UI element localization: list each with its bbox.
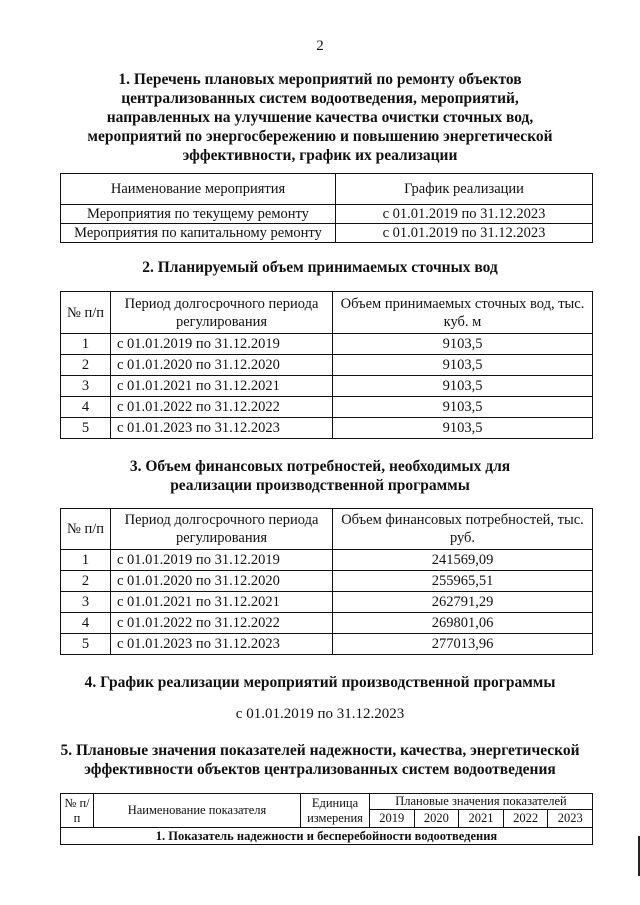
section5-title: [20, 741, 620, 779]
cell-amount: 241569,09: [333, 550, 593, 571]
cell-num: 1: [61, 550, 111, 571]
header-unit: Единица измерения: [301, 794, 370, 828]
cell-num: 2: [61, 355, 111, 376]
cell-schedule: с 01.01.2019 по 31.12.2023: [336, 224, 593, 243]
header-period: Период долгосрочного периода регулирования: [111, 292, 333, 334]
cell-num: 4: [61, 397, 111, 418]
table-header-row: [61, 794, 593, 810]
section1-title-line: эффективности, график их реализации: [182, 147, 458, 164]
section5-title-line: 5. Плановые значения показателей надежности, качества, энергетической: [60, 742, 580, 759]
header-year: 2023: [548, 810, 593, 828]
header-period: Период долгосрочного периода регулирования: [111, 509, 333, 550]
cell-period: с 01.01.2020 по 31.12.2020: [111, 571, 333, 592]
indicator-group-header: 1. Показатель надежности и бесперебойности водоотведения: [61, 828, 593, 845]
header-num: № п/п: [61, 292, 111, 334]
header-indicator-name: Наименование показателя: [94, 794, 301, 828]
cell-num: 3: [61, 592, 111, 613]
cell-period: с 01.01.2019 по 31.12.2019: [111, 550, 333, 571]
cell-period: с 01.01.2023 по 31.12.2023: [111, 634, 333, 655]
section1-title-line: 1. Перечень плановых мероприятий по ремонту объектов: [118, 71, 522, 88]
header-year: 2020: [414, 810, 459, 828]
table-row: [61, 592, 593, 613]
header-volume: Объем принимаемых сточных вод, тыс. куб. м: [333, 292, 593, 334]
cell-schedule: с 01.01.2019 по 31.12.2023: [336, 205, 593, 224]
cell-num: 4: [61, 613, 111, 634]
cell-num: 2: [61, 571, 111, 592]
section3-title-line: 3. Объем финансовых потребностей, необходимых для: [129, 458, 511, 475]
cell-amount: 262791,29: [333, 592, 593, 613]
section3-table: [60, 508, 593, 655]
cell-volume: 9103,5: [333, 397, 593, 418]
cell-measure: Мероприятия по капитальному ремонту: [61, 224, 336, 243]
table-header-row: [61, 509, 593, 550]
section3-title-line: реализации производственной программы: [170, 477, 470, 494]
table-row: [61, 550, 593, 571]
table-row: [61, 828, 593, 845]
table-row: [61, 205, 593, 224]
cell-amount: 277013,96: [333, 634, 593, 655]
section5-title-line: эффективности объектов централизованных систем водоотведения: [84, 761, 556, 778]
cell-num: 1: [61, 334, 111, 355]
cell-period: с 01.01.2021 по 31.12.2021: [111, 592, 333, 613]
cell-num: 5: [61, 418, 111, 439]
table-header-row: [61, 174, 593, 205]
cell-measure: Мероприятия по текущему ремонту: [61, 205, 336, 224]
header-financial-needs: Объем финансовых потребностей, тыс. руб.: [333, 509, 593, 550]
header-year: 2022: [503, 810, 548, 828]
cell-period: с 01.01.2020 по 31.12.2020: [111, 355, 333, 376]
section2-title: 2. Планируемый объем принимаемых сточных вод: [142, 259, 498, 276]
header-schedule: График реализации: [336, 174, 593, 205]
section2-table: [60, 291, 593, 439]
header-measure-name: Наименование мероприятия: [61, 174, 336, 205]
page-number: 2: [316, 38, 324, 54]
header-year: 2021: [459, 810, 504, 828]
header-year: 2019: [370, 810, 415, 828]
section4-title: 4. График реализации мероприятий производственной программы: [84, 674, 556, 691]
cell-period: с 01.01.2022 по 31.12.2022: [111, 397, 333, 418]
cell-num: 3: [61, 376, 111, 397]
cell-amount: 255965,51: [333, 571, 593, 592]
header-num: № п/п: [61, 794, 94, 828]
cell-period: с 01.01.2022 по 31.12.2022: [111, 613, 333, 634]
table-row: [61, 355, 593, 376]
section1-title: [40, 70, 600, 165]
section1-title-line: мероприятий по энергосбережению и повышению энергетической: [87, 128, 553, 145]
section4-period: с 01.01.2019 по 31.12.2023: [235, 706, 405, 722]
cell-period: с 01.01.2019 по 31.12.2019: [111, 334, 333, 355]
table-row: [61, 376, 593, 397]
cell-volume: 9103,5: [333, 334, 593, 355]
table-row: [61, 571, 593, 592]
table-row: [61, 418, 593, 439]
cell-volume: 9103,5: [333, 376, 593, 397]
table-row: [61, 397, 593, 418]
cell-amount: 269801,06: [333, 613, 593, 634]
table-row: [61, 334, 593, 355]
section1-title-line: направленных на улучшение качества очистки сточных вод,: [106, 109, 534, 126]
cell-period: с 01.01.2021 по 31.12.2021: [111, 376, 333, 397]
section1-title-line: централизованных систем водоотведения, мероприятий,: [121, 90, 519, 107]
cell-volume: 9103,5: [333, 355, 593, 376]
table-row: [61, 634, 593, 655]
header-planned-values: Плановые значения показателей: [370, 794, 593, 810]
section5-table: [60, 793, 593, 845]
header-num: № п/п: [61, 509, 111, 550]
cell-volume: 9103,5: [333, 418, 593, 439]
section1-table: [60, 173, 593, 243]
table-row: [61, 224, 593, 243]
table-row: [61, 613, 593, 634]
section3-title: [40, 457, 600, 495]
table-header-row: [61, 292, 593, 334]
cell-period: с 01.01.2023 по 31.12.2023: [111, 418, 333, 439]
cell-num: 5: [61, 634, 111, 655]
